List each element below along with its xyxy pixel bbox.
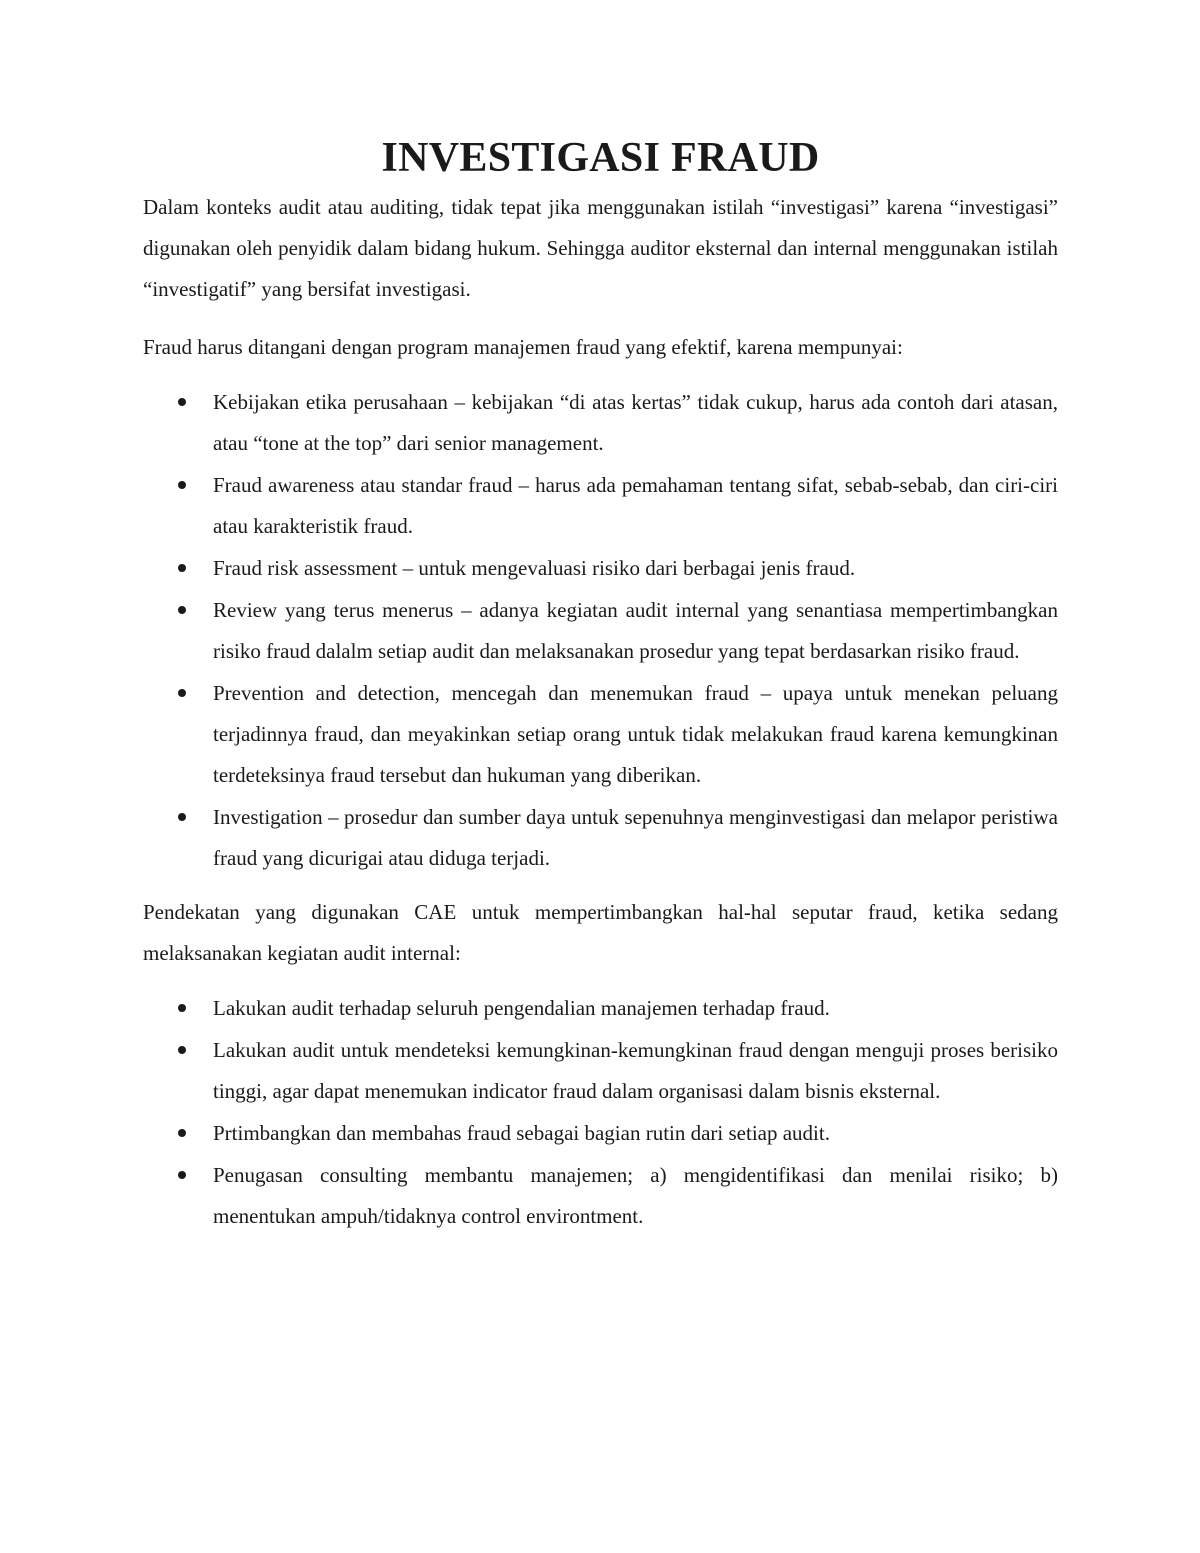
- list-item: [143, 1113, 1058, 1154]
- list-item: [143, 988, 1058, 1029]
- list-item-text: Penugasan consulting membantu manajemen; a) mengidentifikasi dan menilai risiko; b) menentukan ampuh/tidaknya control environtment.: [213, 1163, 1058, 1228]
- section-1-list: [143, 382, 1058, 879]
- page-title: INVESTIGASI FRAUD: [381, 135, 820, 181]
- bullet-icon: [178, 398, 186, 406]
- list-item-text: Fraud risk assessment – untuk mengevaluasi risiko dari berbagai jenis fraud.: [213, 556, 856, 580]
- list-item-text: Investigation – prosedur dan sumber daya untuk sepenuhnya menginvestigasi dan melapor peristiwa fraud yang dicurigai atau diduga terjadi.: [213, 805, 1058, 870]
- bullet-icon: [178, 606, 186, 614]
- list-item: [143, 590, 1058, 672]
- bullet-icon: [178, 1046, 186, 1054]
- bullet-icon: [178, 481, 186, 489]
- list-item: [143, 673, 1058, 796]
- section-2-intro: Pendekatan yang digunakan CAE untuk mempertimbangkan hal-hal seputar fraud, ketika sedang melaksanakan kegiatan audit internal:: [143, 900, 1058, 965]
- list-item-text: Review yang terus menerus – adanya kegiatan audit internal yang senantiasa mempertimbangkan risiko fraud dalalm setiap audit dan melaksanakan prosedur yang tepat berdasarkan risiko fraud.: [213, 598, 1058, 663]
- intro-paragraph: Dalam konteks audit atau auditing, tidak tepat jika menggunakan istilah “investigasi” karena “investigasi” digunakan oleh penyidik dalam bidang hukum. Sehingga auditor eksternal dan internal menggunakan istilah “investigatif” yang bersifat investigasi.: [143, 195, 1058, 301]
- list-item: [143, 382, 1058, 464]
- document-page: [143, 135, 1058, 1250]
- section-2-list: [143, 988, 1058, 1237]
- bullet-icon: [178, 1171, 186, 1179]
- bullet-icon: [178, 1004, 186, 1012]
- list-item: [143, 1030, 1058, 1112]
- list-item-text: Prtimbangkan dan membahas fraud sebagai bagian rutin dari setiap audit.: [213, 1121, 830, 1145]
- bullet-icon: [178, 564, 186, 572]
- bullet-icon: [178, 1129, 186, 1137]
- list-item: [143, 1155, 1058, 1237]
- list-item: [143, 548, 1058, 589]
- list-item-text: Kebijakan etika perusahaan – kebijakan “di atas kertas” tidak cukup, harus ada contoh dari atasan, atau “tone at the top” dari senior management.: [213, 390, 1058, 455]
- list-item-text: Lakukan audit untuk mendeteksi kemungkinan-kemungkinan fraud dengan menguji proses berisiko tinggi, agar dapat menemukan indicator fraud dalam organisasi dalam bisnis eksternal.: [213, 1038, 1058, 1103]
- bullet-icon: [178, 813, 186, 821]
- bullet-icon: [178, 689, 186, 697]
- list-item: [143, 465, 1058, 547]
- list-item-text: Fraud awareness atau standar fraud – harus ada pemahaman tentang sifat, sebab-sebab, dan ciri-ciri atau karakteristik fraud.: [213, 473, 1058, 538]
- section-1-intro: Fraud harus ditangani dengan program manajemen fraud yang efektif, karena mempunyai:: [143, 335, 903, 359]
- list-item: [143, 797, 1058, 879]
- list-item-text: Lakukan audit terhadap seluruh pengendalian manajemen terhadap fraud.: [213, 996, 830, 1020]
- list-item-text: Prevention and detection, mencegah dan menemukan fraud – upaya untuk menekan peluang terjadinnya fraud, dan meyakinkan setiap orang untuk tidak melakukan fraud karena kemungkinan terdeteksinya fraud tersebut dan hukuman yang diberikan.: [213, 681, 1058, 787]
